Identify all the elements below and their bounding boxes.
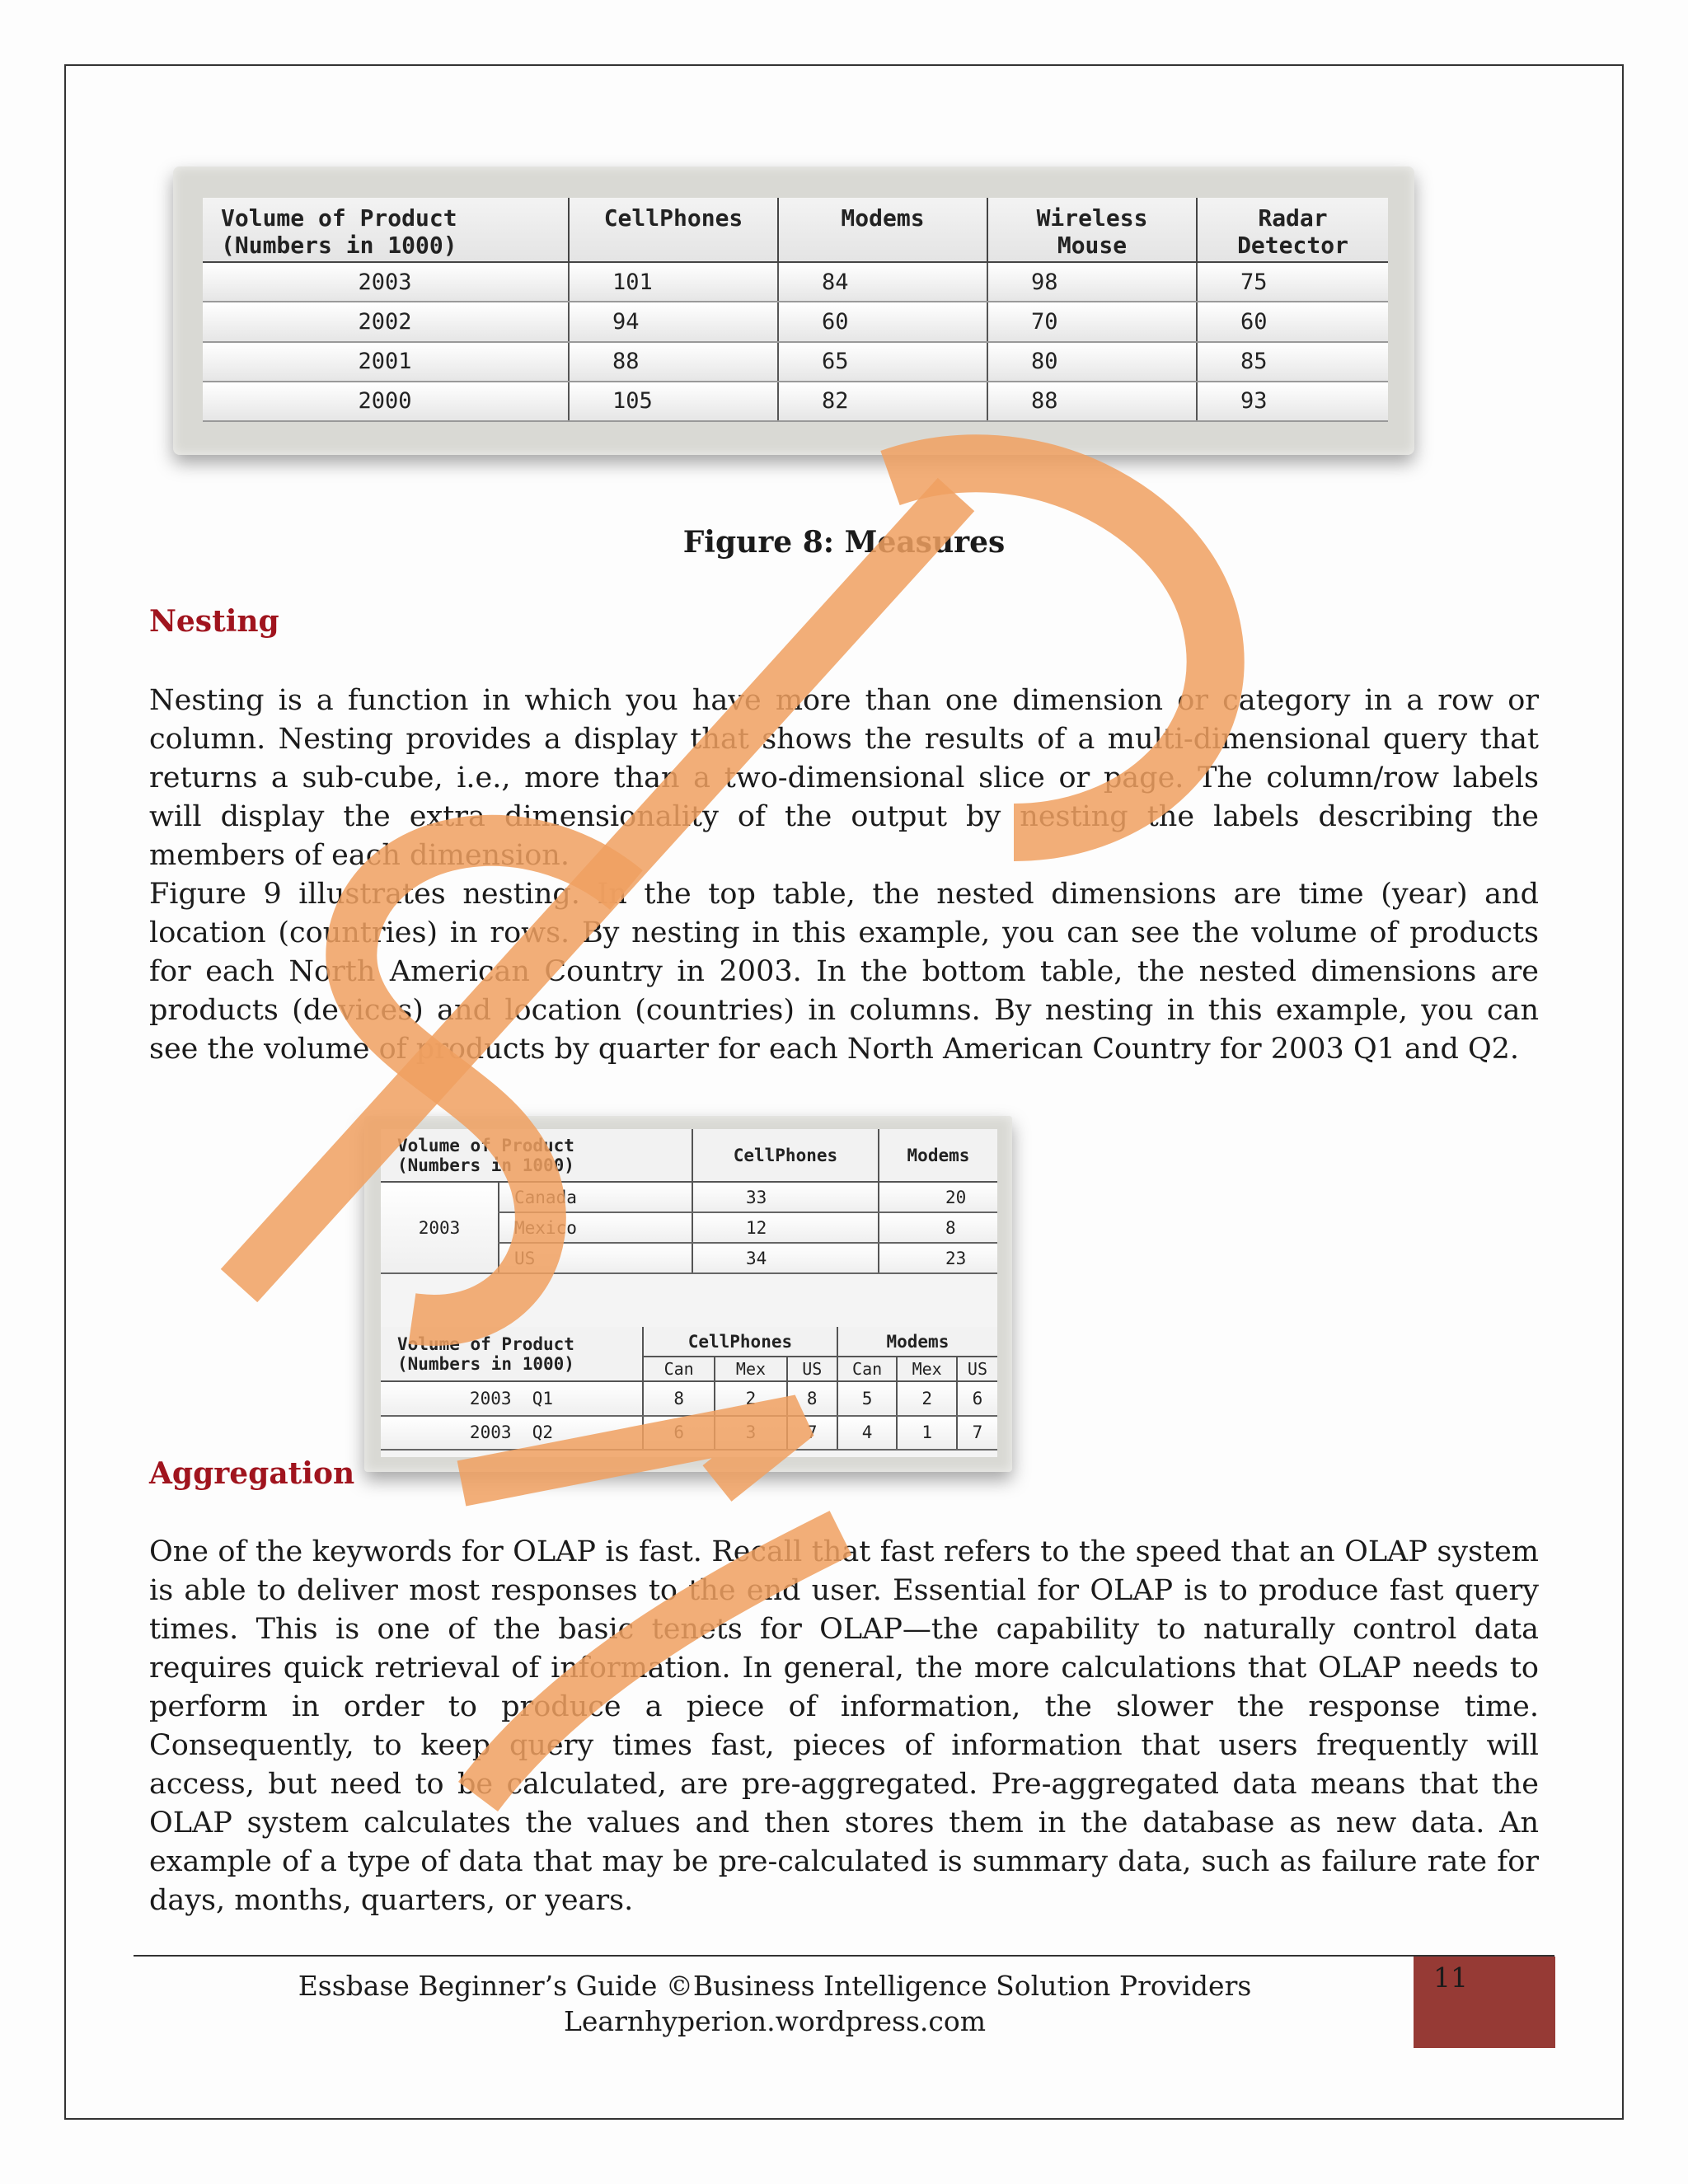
table-cell: 23 bbox=[879, 1243, 997, 1273]
table-cell: 2003 bbox=[203, 262, 569, 302]
table-cell: Canada bbox=[499, 1182, 692, 1212]
table-cell: 7 bbox=[957, 1416, 997, 1451]
table-cell: 6 bbox=[643, 1416, 715, 1451]
figure8-header-cell: Volume of Product (Numbers in 1000) bbox=[203, 198, 569, 262]
table-cell: 34 bbox=[692, 1243, 879, 1273]
figure9-top-table bbox=[381, 1129, 997, 1274]
table-cell: 6 bbox=[957, 1381, 997, 1416]
table-subheader: Mex bbox=[715, 1357, 786, 1381]
table-header: CellPhones bbox=[692, 1129, 879, 1182]
table-header: Volume of Product (Numbers in 1000) bbox=[381, 1327, 643, 1381]
table-header: Modems bbox=[879, 1129, 997, 1182]
table-subheader: Can bbox=[837, 1357, 898, 1381]
table-cell: US bbox=[499, 1243, 692, 1273]
table-cell: 4 bbox=[837, 1416, 898, 1451]
figure8-header-cell: Wireless Mouse bbox=[987, 198, 1197, 262]
table-cell: 5 bbox=[837, 1381, 898, 1416]
table-cell: 2002 bbox=[203, 302, 569, 341]
page-number-box bbox=[1414, 1957, 1555, 2048]
nesting-heading: Nesting bbox=[149, 604, 279, 639]
figure8-header-cell: CellPhones bbox=[569, 198, 778, 262]
table-row bbox=[203, 262, 1388, 302]
table-cell: 105 bbox=[569, 382, 778, 421]
aggregation-paragraph: One of the keywords for OLAP is fast. Recall that fast refers to the speed that an OLAP system is able to deliver most responses to the end user. Essential for OLAP is to produce fast query times. This is one of the basic tenets for OLAP—the capability to naturally control data requires quick retrieval of information. In general, the more calculations that OLAP needs to perform in order to produce a piece of information, the slower the response time. Consequently, to keep query times fast, pieces of information that users frequently will access, but need to be calculated, are pre-aggregated. Pre-aggregated data means that the OLAP system calculates the values and then stores them in the database as new data. An example of a type of data that may be pre-calculated is summary data, such as failure rate for days, months, quarters, or years. bbox=[149, 1535, 1539, 1917]
table-subheader: US bbox=[957, 1357, 997, 1381]
table-cell: 93 bbox=[1197, 382, 1388, 421]
table-cell: 1 bbox=[897, 1416, 957, 1451]
figure8-table bbox=[203, 198, 1388, 422]
table-cell: 84 bbox=[778, 262, 987, 302]
figure9-image bbox=[364, 1116, 1012, 1472]
table-cell: 12 bbox=[692, 1212, 879, 1243]
table-cell: 8 bbox=[787, 1381, 837, 1416]
table-cell: 8 bbox=[879, 1212, 997, 1243]
table-cell: 98 bbox=[987, 262, 1197, 302]
figure8-header-cell: Modems bbox=[778, 198, 987, 262]
table-subheader: Mex bbox=[897, 1357, 957, 1381]
table-cell: 2003 Q2 bbox=[381, 1416, 643, 1451]
table-cell: 88 bbox=[569, 342, 778, 382]
table-row bbox=[203, 342, 1388, 382]
footer-line-2: Learnhyperion.wordpress.com bbox=[563, 2005, 987, 2037]
footer-line-1: Essbase Beginner’s Guide ©Business Intelligence Solution Providers bbox=[298, 1970, 1252, 2002]
table-header: Volume of Product (Numbers in 1000) bbox=[381, 1129, 692, 1182]
table-cell: 65 bbox=[778, 342, 987, 382]
table-cell: 94 bbox=[569, 302, 778, 341]
table-row bbox=[381, 1381, 997, 1416]
table-row bbox=[381, 1416, 997, 1451]
table-cell: 7 bbox=[787, 1416, 837, 1451]
table-cell: 82 bbox=[778, 382, 987, 421]
table-cell: 60 bbox=[778, 302, 987, 341]
table-cell: 80 bbox=[987, 342, 1197, 382]
table-cell: 33 bbox=[692, 1182, 879, 1212]
table-header: CellPhones bbox=[643, 1327, 837, 1357]
table-cell: 88 bbox=[987, 382, 1197, 421]
table-cell: 2001 bbox=[203, 342, 569, 382]
table-header: Modems bbox=[837, 1327, 997, 1357]
table-cell: 85 bbox=[1197, 342, 1388, 382]
table-subheader: Can bbox=[643, 1357, 715, 1381]
nesting-paragraph-1: Nesting is a function in which you have more than one dimension or category in a row or column. Nesting provides a display that shows the results of a multi-dimensional query that returns a sub-cube, i.e., more than a two-dimensional slice or page. The column/row labels will display the extra dimensionality of the output by nesting the labels describing the members of each dimension. bbox=[149, 684, 1539, 872]
table-cell: 75 bbox=[1197, 262, 1388, 302]
page-number: 11 bbox=[1433, 1961, 1468, 1994]
table-cell: 101 bbox=[569, 262, 778, 302]
table-cell: 20 bbox=[879, 1182, 997, 1212]
table-cell: 2000 bbox=[203, 382, 569, 421]
aggregation-heading: Aggregation bbox=[149, 1456, 355, 1491]
table-cell: 2003 bbox=[381, 1182, 499, 1273]
footer-divider bbox=[134, 1955, 1554, 1957]
table-cell: 60 bbox=[1197, 302, 1388, 341]
table-cell: 8 bbox=[643, 1381, 715, 1416]
figure8-caption: Figure 8: Measures bbox=[682, 525, 1006, 560]
figure9-bottom-table bbox=[381, 1327, 997, 1451]
table-row bbox=[381, 1182, 997, 1212]
table-cell: 3 bbox=[715, 1416, 786, 1451]
table-cell: 2 bbox=[715, 1381, 786, 1416]
table-cell: Mexico bbox=[499, 1212, 692, 1243]
table-cell: 70 bbox=[987, 302, 1197, 341]
table-cell: 2 bbox=[897, 1381, 957, 1416]
figure8-header-cell: Radar Detector bbox=[1197, 198, 1388, 262]
table-subheader: US bbox=[787, 1357, 837, 1381]
figure8-image bbox=[173, 166, 1414, 455]
nesting-paragraph-2: Figure 9 illustrates nesting. In the top table, the nested dimensions are time (year) and location (countries) in rows. By nesting in this example, you can see the volume of products for each North American Country in 2003. In the bottom table, the nested dimensions are products (devices) and location (countries) in columns. By nesting in this example, you can see the volume of products by quarter for each North American Country for 2003 Q1 and Q2. bbox=[149, 878, 1539, 1066]
table-row bbox=[203, 302, 1388, 341]
table-cell: 2003 Q1 bbox=[381, 1381, 643, 1416]
table-row bbox=[203, 382, 1388, 421]
